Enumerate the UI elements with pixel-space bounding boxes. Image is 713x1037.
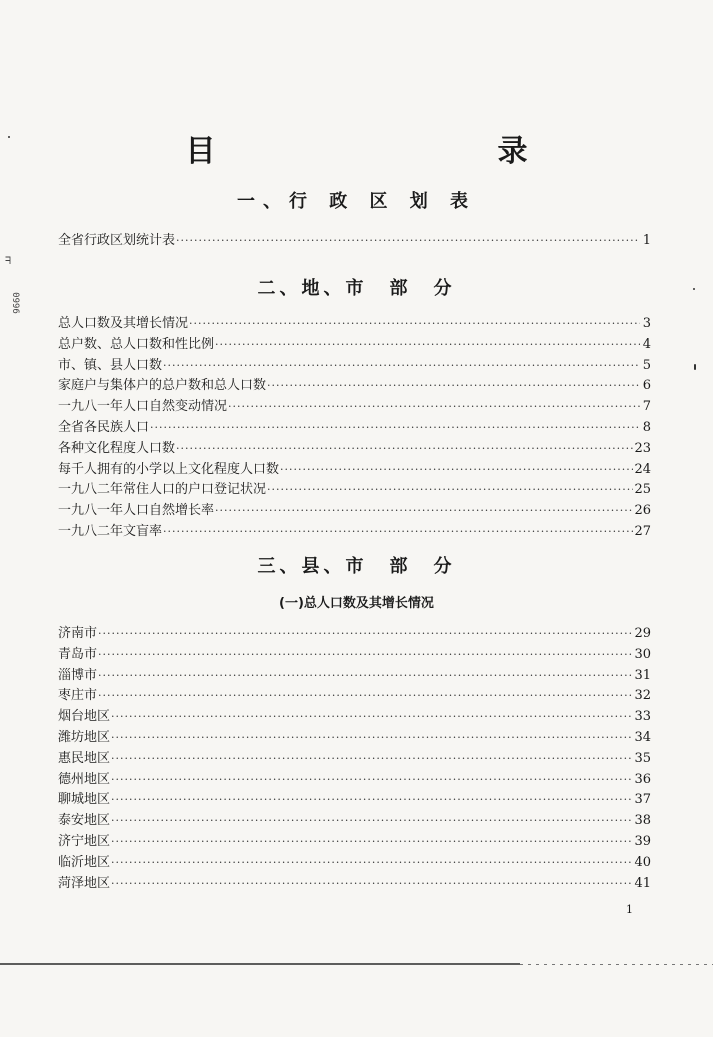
toc-entry-label: 全省行政区划统计表 [58,233,176,248]
toc-entry [58,667,651,685]
toc-entry-page: 35 [634,750,651,766]
dot-leader [111,791,633,809]
toc-entry [58,398,651,416]
toc-entry-label: 市、镇、县人口数 [58,357,163,373]
toc-entry-label: 全省各民族人口 [58,420,150,435]
scan-speck [8,136,10,138]
toc-entry-page: 38 [634,813,651,829]
toc-entry-page: 3 [642,316,651,331]
toc-entry [58,419,651,437]
toc-entry-label: 每千人拥有的小学以上文化程度人口数 [58,461,280,477]
toc-entry [58,791,651,809]
toc-entry [58,357,651,375]
dot-leader [163,523,633,541]
toc-entry-label: 一九八一年人口自然增长率 [58,503,215,519]
toc-entry-page: 4 [642,336,651,352]
toc-entry-label: 济南市 [58,626,98,641]
toc-entry-label: 总户数、总人口数和性比例 [58,336,215,352]
toc-entry [58,854,651,872]
toc-entry [58,461,651,479]
dot-leader [280,461,633,479]
toc-entry-page: 7 [642,399,651,415]
toc-entry-label: 菏泽地区 [58,875,111,891]
toc-entry-page: 31 [634,667,651,683]
toc-entry-page: 37 [634,792,651,808]
dot-leader [111,854,633,872]
toc-entry-label: 总人口数及其增长情况 [58,316,189,331]
dot-leader [111,875,633,893]
dot-leader [111,708,633,726]
toc-entry-page: 34 [634,730,651,745]
dot-leader [111,771,633,789]
toc-entry-page: 40 [634,854,651,870]
toc-entry-label: 淄博市 [58,667,98,683]
dot-leader [215,502,633,520]
toc-entry-page: 41 [634,875,651,891]
toc-entry-page: 5 [642,357,651,373]
dot-leader [228,398,640,416]
toc-entry-page: 1 [642,233,651,248]
toc-entry-label: 一九八二年常住人口的户口登记状况 [58,482,267,498]
dot-leader [267,481,633,499]
scan-speck [693,288,695,290]
bottom-rule [0,963,520,965]
dot-leader [111,833,633,851]
toc-entry-label: 烟台地区 [58,709,111,725]
toc-entry-label: 潍坊地区 [58,730,111,745]
toc-entry-label: 家庭户与集体户的总户数和总人口数 [58,378,267,394]
page-title: 目 录 [185,134,602,169]
toc-entry [58,315,651,333]
toc-entry-label: 聊城地区 [58,792,111,808]
toc-entry [58,377,651,395]
toc-entry-label: 青岛市 [58,646,98,662]
toc-entry [58,687,651,705]
toc-entry-page: 30 [634,646,651,662]
toc-entry-label: 济宁地区 [58,834,111,849]
toc-entry [58,875,651,893]
dot-leader [163,357,640,375]
dot-leader [98,625,633,643]
dot-leader [98,667,633,685]
dot-leader [111,812,633,830]
toc-entry [58,812,651,830]
toc-entry-page: 36 [634,771,651,787]
toc-entry [58,750,651,768]
toc-entry-label: 临沂地区 [58,854,111,870]
toc-entry [58,729,651,747]
toc-entry-page: 32 [634,688,651,704]
bottom-rule-dashed [520,964,713,965]
toc-entry-page: 6 [642,378,651,394]
toc-entry-label: 枣庄市 [58,688,98,704]
toc-entry [58,440,651,458]
toc-entry [58,502,651,520]
section-heading-administrative: 一、行 政 区 划 表 [236,191,477,212]
dot-leader [150,419,640,437]
toc-entry-label: 惠民地区 [58,750,111,766]
page-number: 1 [626,903,633,916]
dot-leader [98,687,633,705]
toc-entry [58,336,651,354]
subsection-heading-population: (一)总人口数及其增长情况 [279,596,434,611]
toc-entry-label: 泰安地区 [58,813,111,829]
margin-mark: ᖷ [5,256,11,267]
dot-leader [111,750,633,768]
toc-entry-page: 8 [642,420,651,435]
toc-entry-page: 33 [634,709,651,725]
toc-entry [58,232,651,250]
section-heading-county-city: 三、县、市 部 分 [257,556,456,577]
section-heading-prefecture-city: 二、地、市 部 分 [257,278,456,299]
toc-entry-label: 一九八二年文盲率 [58,524,163,539]
toc-entry-page: 24 [634,461,651,477]
toc-entry-label: 一九八一年人口自然变动情况 [58,399,228,415]
toc-entry-page: 27 [634,524,651,539]
dot-leader [215,336,640,354]
toc-entry [58,771,651,789]
toc-entry [58,625,651,643]
toc-entry [58,646,651,664]
toc-entry [58,481,651,499]
margin-mark-vertical: 0996 [9,292,20,314]
toc-entry [58,833,651,851]
dot-leader [267,377,640,395]
toc-entry [58,708,651,726]
toc-entry-page: 26 [634,503,651,519]
dot-leader [176,232,640,250]
toc-entry-page: 39 [634,834,651,849]
toc-entry-label: 各种文化程度人口数 [58,440,176,456]
toc-entry-label: 德州地区 [58,771,111,787]
toc-entry-page: 23 [634,440,651,456]
toc-entry [58,523,651,541]
dot-leader [176,440,633,458]
scan-speck [694,364,696,370]
dot-leader [189,315,640,333]
dot-leader [98,646,633,664]
toc-entry-page: 29 [634,626,651,641]
dot-leader [111,729,633,747]
toc-entry-page: 25 [634,482,651,498]
